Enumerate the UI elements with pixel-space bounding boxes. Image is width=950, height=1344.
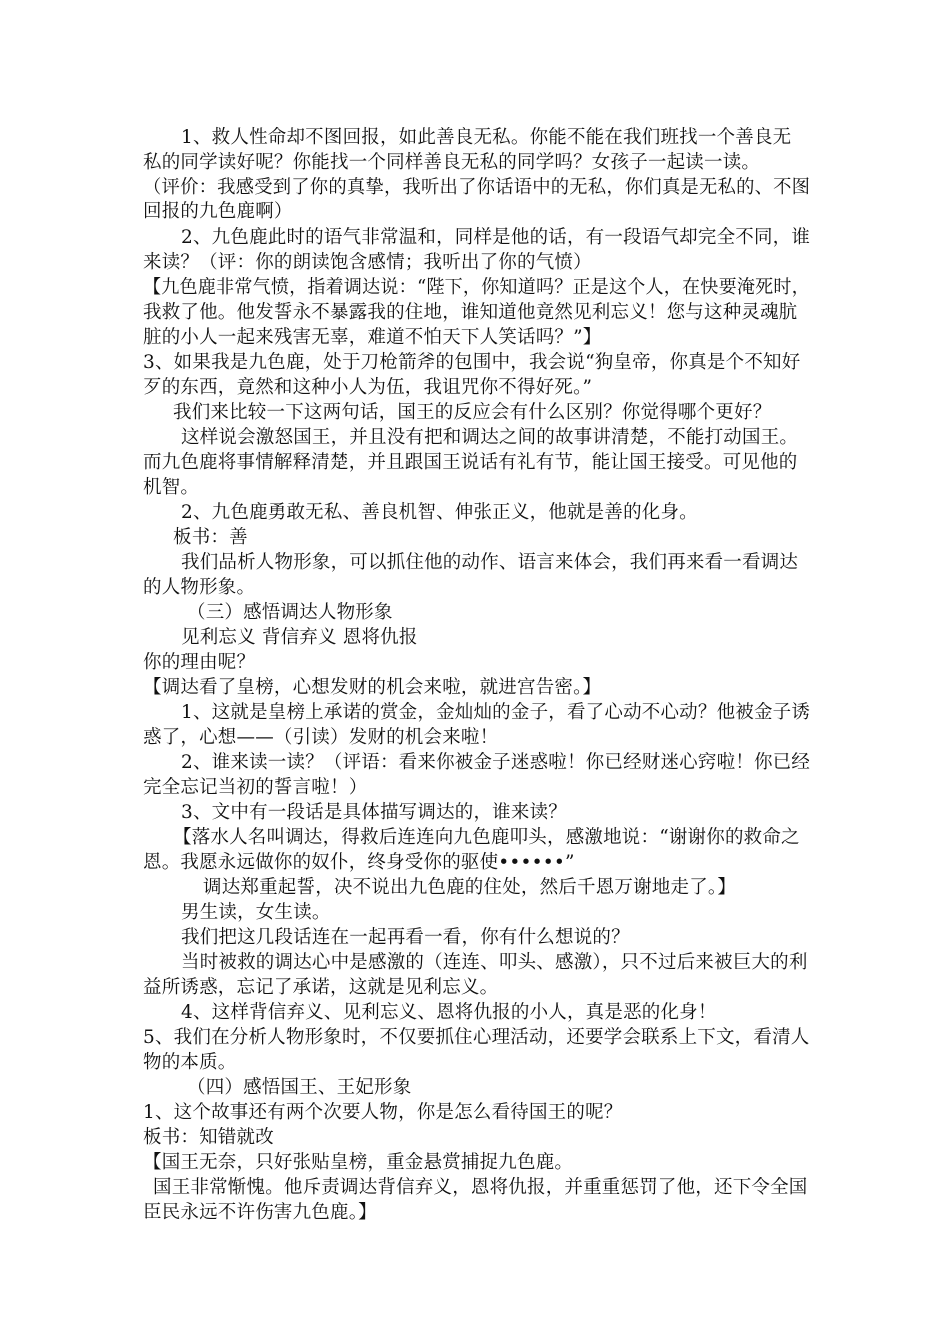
text-line: 【调达看了皇榜，心想发财的机会来啦，就进宫告密。】	[143, 677, 602, 698]
text-line: 而九色鹿将事情解释清楚，并且跟国王说话有礼有节，能让国王接受。可见他的	[143, 452, 798, 473]
text-line: 1、这就是皇榜上承诺的赏金，金灿灿的金子，看了心动不心动？他被金子诱	[181, 702, 811, 723]
text-line: 4、这样背信弃义、见利忘义、恩将仇报的小人，真是恶的化身！	[181, 1002, 717, 1023]
text-line: 我们品析人物形象，可以抓住他的动作、语言来体会，我们再来看一看调达	[181, 552, 799, 573]
text-line: （评价：我感受到了你的真挚，我听出了你话语中的无私，你们真是无私的、不图	[143, 177, 811, 198]
text-line: 这样说会激怒国王，并且没有把和调达之间的故事讲清楚，不能打动国王。	[181, 427, 799, 448]
text-line: 物的本质。	[143, 1052, 237, 1073]
text-line: 我们把这几段话连在一起再看一看，你有什么想说的？	[181, 927, 630, 948]
text-line: 【九色鹿非常气愤，指着调达说：“陛下，你知道吗？正是这个人，在快要淹死时，	[143, 277, 810, 298]
text-line: 2、九色鹿勇敢无私、善良机智、伸张正义，他就是善的化身。	[181, 502, 698, 523]
text-line: 3、如果我是九色鹿，处于刀枪箭斧的包围中，我会说“狗皇帝，你真是个不知好	[143, 352, 801, 373]
text-line: 私的同学读好呢？你能找一个同样善良无私的同学吗？女孩子一起读一读。	[143, 152, 761, 173]
section-heading: （三）感悟调达人物形象	[187, 602, 393, 623]
text-line: 的人物形象。	[143, 577, 256, 598]
text-line: 2、九色鹿此时的语气非常温和，同样是他的话，有一段语气却完全不同，谁	[181, 227, 811, 248]
text-line: 调达郑重起誓，决不说出九色鹿的住处，然后千恩万谢地走了。】	[203, 877, 737, 898]
section-heading: （四）感悟国王、王妃形象	[187, 1077, 412, 1098]
text-line: 【国王无奈，只好张贴皇榜，重金悬赏捕捉九色鹿。	[143, 1152, 574, 1173]
text-line: 我们来比较一下这两句话，国王的反应会有什么区别？你觉得哪个更好？	[173, 402, 772, 423]
text-line: 来读？（评：你的朗读饱含感情；我听出了你的气愤）	[143, 252, 592, 273]
text-line: 见利忘义 背信弃义 恩将仇报	[181, 627, 418, 648]
text-line: 脏的小人一起来残害无辜，难道不怕天下人笑话吗？”】	[143, 327, 602, 348]
text-line: 惑了，心想——（引读）发财的机会来啦！	[143, 727, 499, 748]
text-line: 板书：善	[173, 527, 248, 548]
text-line: 你的理由呢？	[143, 652, 256, 673]
text-line: 5、我们在分析人物形象时，不仅要抓住心理活动，还要学会联系上下文，看清人	[143, 1027, 810, 1048]
text-line: 机智。	[143, 477, 200, 498]
text-line: 当时被救的调达心中是感激的（连连、叩头、感激），只不过后来被巨大的利	[181, 952, 808, 973]
text-line: 板书：知错就改	[143, 1127, 274, 1148]
text-line: 1、救人性命却不图回报，如此善良无私。你能不能在我们班找一个善良无	[181, 127, 792, 148]
text-line: 臣民永远不许伤害九色鹿。】	[143, 1202, 377, 1223]
text-line: 2、谁来读一读？（评语：看来你被金子迷惑啦！你已经财迷心窍啦！你已经	[181, 752, 811, 773]
text-line: 益所诱惑，忘记了承诺，这就是见利忘义。	[143, 977, 499, 998]
text-line: 恩。我愿永远做你的奴仆，终身受你的驱使••••••”	[143, 852, 575, 873]
text-line: 我救了他。他发誓永不暴露我的住地，谁知道他竟然见利忘义！您与这种灵魂肮	[143, 302, 798, 323]
text-line: 回报的九色鹿啊）	[143, 201, 293, 222]
text-line: 3、文中有一段话是具体描写调达的，谁来读？	[181, 802, 567, 823]
text-line: 1、这个故事还有两个次要人物，你是怎么看待国王的呢？	[143, 1102, 623, 1123]
text-line: 国王非常惭愧。他斥责调达背信弃义，恩将仇报，并重重惩罚了他，还下令全国	[153, 1177, 808, 1198]
text-line: 完全忘记当初的誓言啦！）	[143, 777, 368, 798]
text-line: 男生读，女生读。	[181, 902, 331, 923]
text-line: 歹的东西，竟然和这种小人为伍，我诅咒你不得好死。”	[143, 377, 593, 398]
text-line: 【落水人名叫调达，得救后连连向九色鹿叩头，感激地说：“谢谢你的救命之	[173, 827, 800, 848]
